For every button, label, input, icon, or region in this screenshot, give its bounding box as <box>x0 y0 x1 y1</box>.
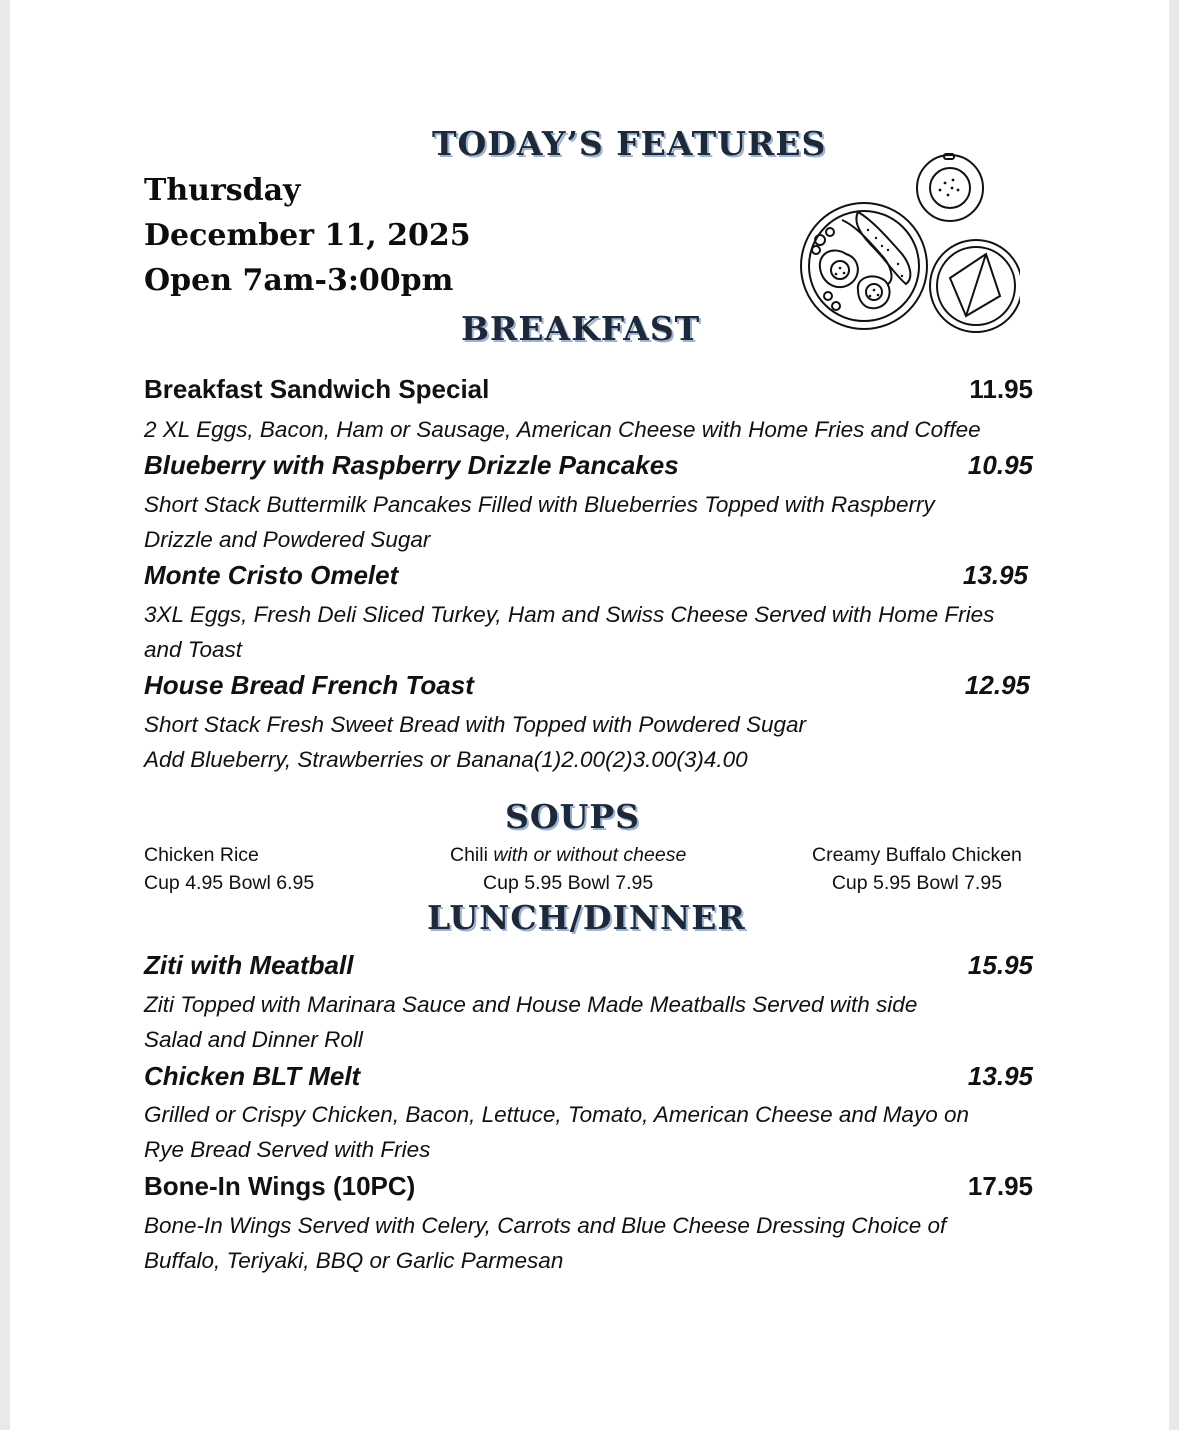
item-description <box>144 597 1044 667</box>
description-line: Bone-In Wings Served with Celery, Carrots and Blue Cheese Dressing Choice of <box>144 1213 947 1238</box>
section-title-soups: SOUPS <box>505 797 641 836</box>
breakfast-plate-icon <box>790 150 1020 342</box>
item-price: 17.95 <box>967 1171 1033 1201</box>
description-line: Salad and Dinner Roll <box>144 1027 363 1052</box>
item-name: Monte Cristo Omelet <box>144 560 399 590</box>
description-line: Add Blueberry, Strawberries or Banana(1)2.00(2)3.00(3)4.00 <box>144 747 748 772</box>
item-description <box>144 487 1044 557</box>
menu-item <box>144 374 1033 405</box>
item-name: Breakfast Sandwich Special <box>144 374 490 404</box>
soup-prices: Cup 5.95 Bowl 7.95 <box>831 872 1003 894</box>
section-title-breakfast: BREAKFAST <box>461 309 701 348</box>
soup-name: Chicken Rice <box>144 844 259 866</box>
soup-item <box>450 841 686 897</box>
item-description <box>144 707 1044 777</box>
menu-item <box>144 950 1033 981</box>
description-line: Grilled or Crispy Chicken, Bacon, Lettuce, Tomato, American Cheese and Mayo on <box>144 1102 969 1127</box>
menu-day: Thursday <box>144 173 301 208</box>
item-description <box>144 987 1044 1057</box>
menu-item <box>144 1171 1033 1202</box>
item-name: Blueberry with Raspberry Drizzle Pancakes <box>144 450 679 480</box>
description-line: Buffalo, Teriyaki, BBQ or Garlic Parmesan <box>144 1248 564 1273</box>
soup-name: Creamy Buffalo Chicken <box>812 844 1022 866</box>
description-line: 2 XL Eggs, Bacon, Ham or Sausage, American Cheese with Home Fries and Coffee <box>144 417 981 442</box>
description-line: Short Stack Fresh Sweet Bread with Topped with Powdered Sugar <box>144 712 807 737</box>
soup-name: Chili <box>450 844 488 866</box>
menu-item <box>144 1061 1033 1092</box>
item-price: 13.95 <box>967 1061 1033 1091</box>
item-description <box>144 1208 1044 1278</box>
soup-item <box>812 841 1022 897</box>
item-name: Chicken BLT Melt <box>144 1061 361 1091</box>
soup-prices: Cup 4.95 Bowl 6.95 <box>144 872 315 894</box>
soup-prices: Cup 5.95 Bowl 7.95 <box>483 872 654 894</box>
page-title: TODAY’S FEATURES <box>432 124 827 163</box>
menu-item <box>144 670 1030 701</box>
description-line: Short Stack Buttermilk Pancakes Filled with Blueberries Topped with Raspberry <box>144 492 935 517</box>
soup-item <box>144 841 314 897</box>
item-name: House Bread French Toast <box>144 670 474 700</box>
item-description <box>144 1097 1044 1167</box>
item-price: 12.95 <box>964 670 1030 700</box>
item-name: Bone-In Wings (10PC) <box>144 1171 416 1201</box>
item-name: Ziti with Meatball <box>144 950 354 980</box>
item-description <box>144 412 1044 447</box>
menu-item <box>144 450 1033 481</box>
section-title-lunch-dinner: LUNCH/DINNER <box>427 898 746 937</box>
item-price: 13.95 <box>962 560 1028 590</box>
opening-hours: Open 7am-3:00pm <box>144 263 454 298</box>
menu-date: December 11, 2025 <box>144 218 471 253</box>
item-price: 10.95 <box>967 450 1033 480</box>
description-line: Drizzle and Powdered Sugar <box>144 527 431 552</box>
description-line: Rye Bread Served with Fries <box>144 1137 431 1162</box>
menu-page <box>10 0 1169 1430</box>
description-line: and Toast <box>144 637 242 662</box>
item-price: 11.95 <box>969 374 1033 404</box>
description-line: Ziti Topped with Marinara Sauce and House Made Meatballs Served with side <box>144 992 918 1017</box>
description-line: 3XL Eggs, Fresh Deli Sliced Turkey, Ham and Swiss Cheese Served with Home Fries <box>144 602 995 627</box>
item-price: 15.95 <box>967 950 1033 980</box>
soup-note: with or without cheese <box>493 844 687 866</box>
menu-item <box>144 560 1028 591</box>
